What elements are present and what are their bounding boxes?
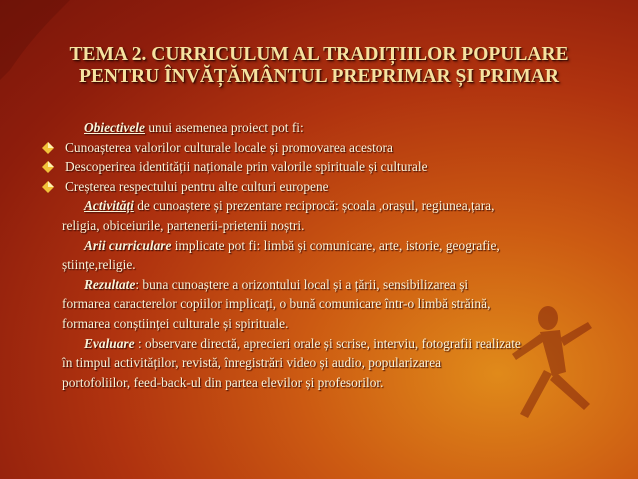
- objectives-text: unui asemenea proiect pot fi:: [144, 120, 304, 135]
- evaluation-text-2: în timpul activităților, revistă, înregistrări video și audio, popularizarea: [62, 355, 442, 371]
- list-item: [40, 157, 628, 177]
- objectives-intro: [40, 118, 628, 138]
- bullet-text: Creșterea respectului pentru alte culturi europene: [65, 178, 329, 194]
- curricular-areas-text-1: implicate pot fi: limbă și comunicare, arte, istorie, geografie,: [171, 237, 500, 253]
- results-label: Rezultate: [84, 276, 136, 292]
- activities-text-1: de cunoaștere și prezentare reciprocă: școala ,orașul, regiunea,țara,: [133, 198, 495, 214]
- curricular-areas-label: Arii curriculare: [84, 237, 172, 253]
- list-item: [40, 177, 628, 197]
- results-text-2: formarea caracterelor copiilor implicați, o bună comunicare într-o limbă străină,: [62, 296, 491, 312]
- results-text-1: : buna cunoaștere a orizontului local și a țării, sensibilizarea și: [135, 276, 469, 292]
- title-line-1: TEMA 2. CURRICULUM AL TRADIȚIILOR POPULARE: [69, 44, 569, 65]
- results-paragraph: [40, 275, 628, 295]
- evaluation-text-3: portofoliilor, feed-back-ul din partea elevilor și profesorilor.: [62, 374, 384, 390]
- bullet-text: Descoperirea identității naționale prin valorile spirituale și culturale: [65, 159, 428, 175]
- title-line-2: PENTRU ÎNVĂȚĂMÂNTUL PREPRIMAR ȘI PRIMAR: [79, 66, 559, 87]
- bullet-text: Cunoașterea valorilor culturale locale și promovarea acestora: [65, 139, 393, 155]
- slide-body: [40, 118, 628, 392]
- diamond-bullet-icon: [42, 181, 54, 193]
- activities-paragraph: [40, 196, 628, 216]
- activities-text-2: religia, obiceiurile, partenerii-prietenii noștri.: [62, 217, 305, 233]
- activities-label: Activități: [84, 198, 134, 214]
- curricular-areas-text-2: științe,religie.: [62, 257, 136, 273]
- evaluation-paragraph: [40, 334, 628, 354]
- results-text-3: formarea conștiinței culturale și spirituale.: [62, 315, 289, 331]
- slide-title: [0, 44, 638, 88]
- evaluation-text-1: : observare directă, aprecieri orale și scrise, interviu, fotografii realizate: [134, 335, 521, 351]
- objectives-label: Obiectivele: [84, 120, 145, 135]
- diamond-bullet-icon: [42, 142, 54, 154]
- list-item: [40, 138, 628, 158]
- evaluation-label: Evaluare: [84, 335, 135, 351]
- diamond-bullet-icon: [42, 161, 54, 173]
- curricular-areas-paragraph: [40, 236, 628, 256]
